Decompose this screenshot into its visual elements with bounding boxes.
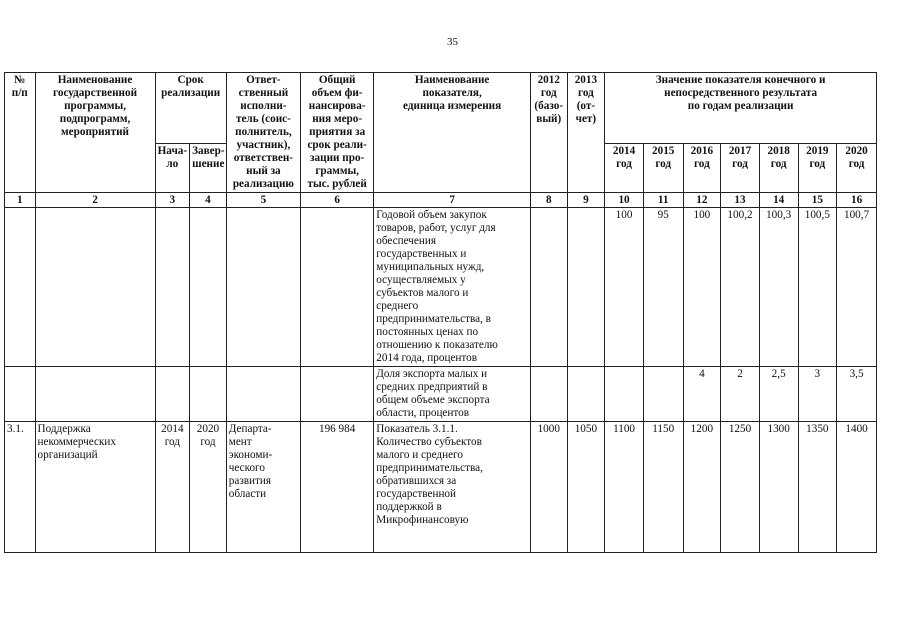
row-value: 100,5 (798, 208, 837, 367)
header-name: Наименование государственной программы, подпрограмм, мероприятий (35, 73, 155, 193)
row-funding: 196 984 (301, 422, 374, 553)
column-number: 3 (155, 193, 190, 208)
row-value: 1350 (798, 422, 837, 553)
row-2012 (530, 367, 567, 422)
row-value (605, 367, 644, 422)
page-number: 35 (447, 36, 458, 48)
row-value: 1150 (643, 422, 683, 553)
column-number: 1 (5, 193, 36, 208)
header-executor: Ответ- ственный исполни- тель (соис- полнитель, участник), ответствен- ный за реализацию (226, 73, 300, 193)
row-value: 4 (683, 367, 721, 422)
row-indicator: Показатель 3.1.1. Количество субъектов малого и среднего предпринимательства, обратившихся за государственной поддержкой в Микрофинансовую (374, 422, 531, 553)
row-value: 3 (798, 367, 837, 422)
header-indicator: Наименование показателя, единица измерения (374, 73, 531, 193)
row-2013: 1050 (567, 422, 605, 553)
row-start (155, 367, 190, 422)
row-executor (226, 208, 300, 367)
header-year: 2018 год (759, 143, 798, 192)
header-row-1 (5, 73, 877, 144)
row-no (5, 367, 36, 422)
column-number: 4 (190, 193, 227, 208)
row-value (643, 367, 683, 422)
header-funding: Общий объем фи- нансирова- ния меро- приятия за срок реали- зации про- граммы, тыс. рублей (301, 73, 374, 193)
header-year: 2016 год (683, 143, 721, 192)
row-no: 3.1. (5, 422, 36, 553)
column-number: 13 (721, 193, 760, 208)
header-year: 2020 год (837, 143, 877, 192)
header-no: № п/п (5, 73, 36, 193)
row-executor: Департа- мент экономи- ческого развития области (226, 422, 300, 553)
row-no (5, 208, 36, 367)
column-number: 9 (567, 193, 605, 208)
header-values-group: Значение показателя конечного и непосредственного результата по годам реализации (605, 73, 877, 144)
table-row (5, 367, 877, 422)
column-number: 12 (683, 193, 721, 208)
header-year: 2015 год (643, 143, 683, 192)
row-end: 2020 год (190, 422, 227, 553)
row-end (190, 208, 227, 367)
row-name: Поддержка некоммерческих организаций (35, 422, 155, 553)
program-table (4, 72, 877, 553)
row-value: 1400 (837, 422, 877, 553)
table-row (5, 208, 877, 367)
header-start: Нача- ло (155, 143, 190, 192)
row-2013 (567, 367, 605, 422)
column-number-row (5, 193, 877, 208)
row-value: 2 (721, 367, 760, 422)
row-value: 1200 (683, 422, 721, 553)
row-executor (226, 367, 300, 422)
column-number: 16 (837, 193, 877, 208)
row-end (190, 367, 227, 422)
header-year: 2014 год (605, 143, 644, 192)
column-number: 7 (374, 193, 531, 208)
row-start (155, 208, 190, 367)
row-name (35, 208, 155, 367)
row-value: 100,2 (721, 208, 760, 367)
column-number: 2 (35, 193, 155, 208)
row-2013 (567, 208, 605, 367)
row-name (35, 367, 155, 422)
header-2013: 2013 год (от- чет) (567, 73, 605, 193)
row-funding (301, 208, 374, 367)
row-indicator: Доля экспорта малых и средних предприятий в общем объеме экспорта области, процентов (374, 367, 531, 422)
header-year: 2017 год (721, 143, 760, 192)
row-value: 100 (683, 208, 721, 367)
header-year: 2019 год (798, 143, 837, 192)
row-value: 1300 (759, 422, 798, 553)
row-value: 100,7 (837, 208, 877, 367)
row-value: 100,3 (759, 208, 798, 367)
row-value: 3,5 (837, 367, 877, 422)
row-2012: 1000 (530, 422, 567, 553)
row-value: 2,5 (759, 367, 798, 422)
column-number: 10 (605, 193, 644, 208)
row-start: 2014 год (155, 422, 190, 553)
row-indicator: Годовой объем закупок товаров, работ, услуг для обеспечения государственных и муниципальных нужд, осуществляемых у субъектов малого и среднего предпринимательства, в постоянных ценах по отношению к показателю 2014 года, процентов (374, 208, 531, 367)
row-2012 (530, 208, 567, 367)
row-value: 1100 (605, 422, 644, 553)
header-end: Завер- шение (190, 143, 227, 192)
table-row (5, 422, 877, 553)
header-2012: 2012 год (базо- вый) (530, 73, 567, 193)
column-number: 8 (530, 193, 567, 208)
column-number: 5 (226, 193, 300, 208)
column-number: 6 (301, 193, 374, 208)
row-value: 95 (643, 208, 683, 367)
column-number: 14 (759, 193, 798, 208)
row-value: 100 (605, 208, 644, 367)
column-number: 11 (643, 193, 683, 208)
column-number: 15 (798, 193, 837, 208)
row-funding (301, 367, 374, 422)
row-value: 1250 (721, 422, 760, 553)
header-term: Срок реализации (155, 73, 226, 144)
